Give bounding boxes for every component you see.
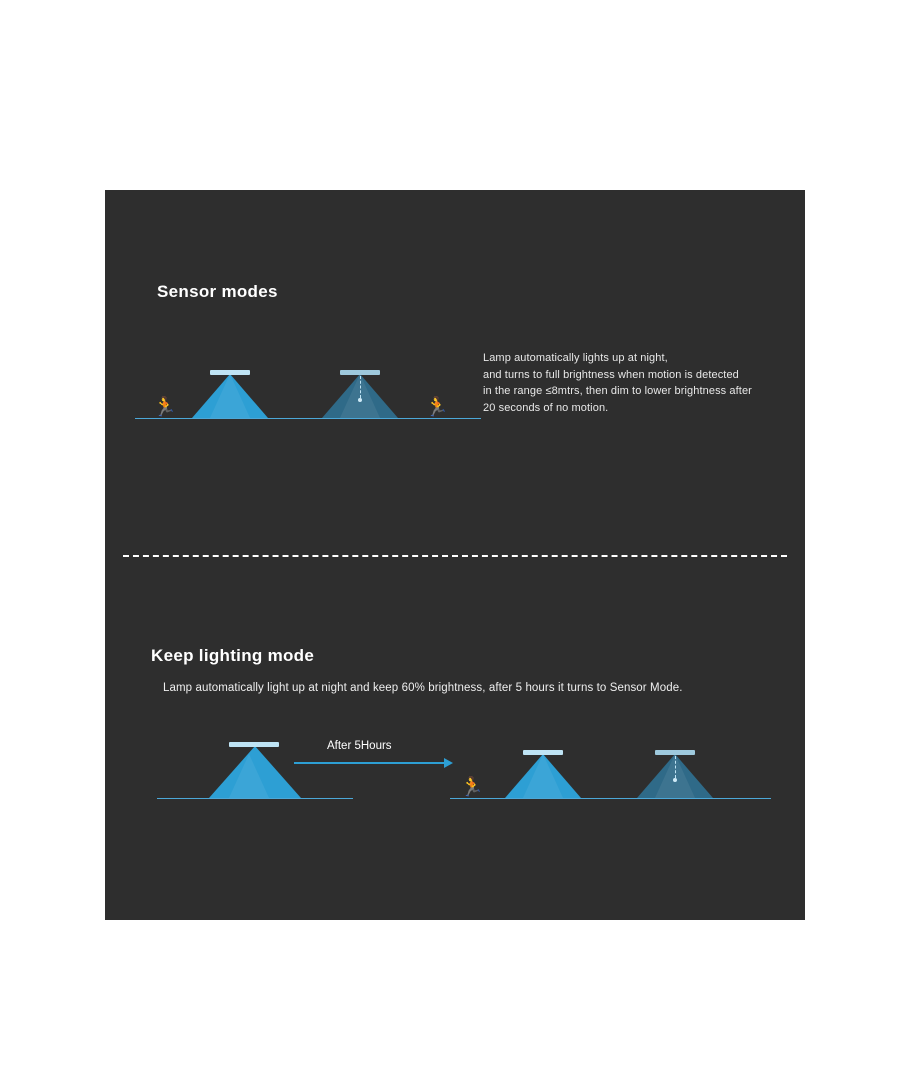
running-person-icon: 🏃: [153, 397, 177, 418]
ground-line: [285, 418, 481, 419]
beam-inner-wedge: [523, 754, 563, 798]
ground-line: [450, 798, 616, 799]
lamp-head: [655, 750, 695, 755]
beam-inner-wedge: [210, 374, 250, 418]
sensor-detection-line: [360, 376, 361, 398]
after-5hours-label: After 5Hours: [327, 740, 392, 752]
sensor-modes-description: [483, 350, 783, 416]
running-person-icon: 🏃: [425, 397, 449, 418]
sensor-desc-line-2: and turns to full brightness when motion is detected: [483, 368, 739, 381]
keep-lighting-title: Keep lighting mode: [151, 646, 315, 665]
keep-scene-dim: [595, 730, 775, 810]
transition-arrow-line: [294, 762, 446, 764]
sensor-desc-line-1: Lamp automatically lights up at night,: [483, 352, 668, 364]
section-divider: [123, 555, 787, 557]
ground-line: [595, 798, 771, 799]
sensor-detection-line: [675, 756, 676, 778]
ground-line: [157, 798, 353, 799]
lamp-head: [523, 750, 563, 755]
sensor-dot-icon: [673, 778, 677, 782]
sensor-modes-title: Sensor modes: [157, 282, 278, 301]
sensor-dot-icon: [358, 398, 362, 402]
sensor-desc-line-3: in the range ≤8mtrs, then dim to lower brightness after: [483, 385, 752, 397]
sensor-scene-dim: [285, 360, 485, 430]
lamp-head: [340, 370, 380, 375]
running-person-icon: 🏃: [460, 777, 484, 798]
lamp-head: [210, 370, 250, 375]
lamp-head: [229, 742, 279, 747]
sensor-desc-line-4: 20 seconds of no motion.: [483, 401, 609, 414]
diagram-panel: [105, 190, 805, 920]
keep-lighting-description: Lamp automatically light up at night and keep 60% brightness, after 5 hours it turns to Sensor Mode.: [163, 682, 683, 694]
beam-inner-wedge: [229, 754, 269, 798]
